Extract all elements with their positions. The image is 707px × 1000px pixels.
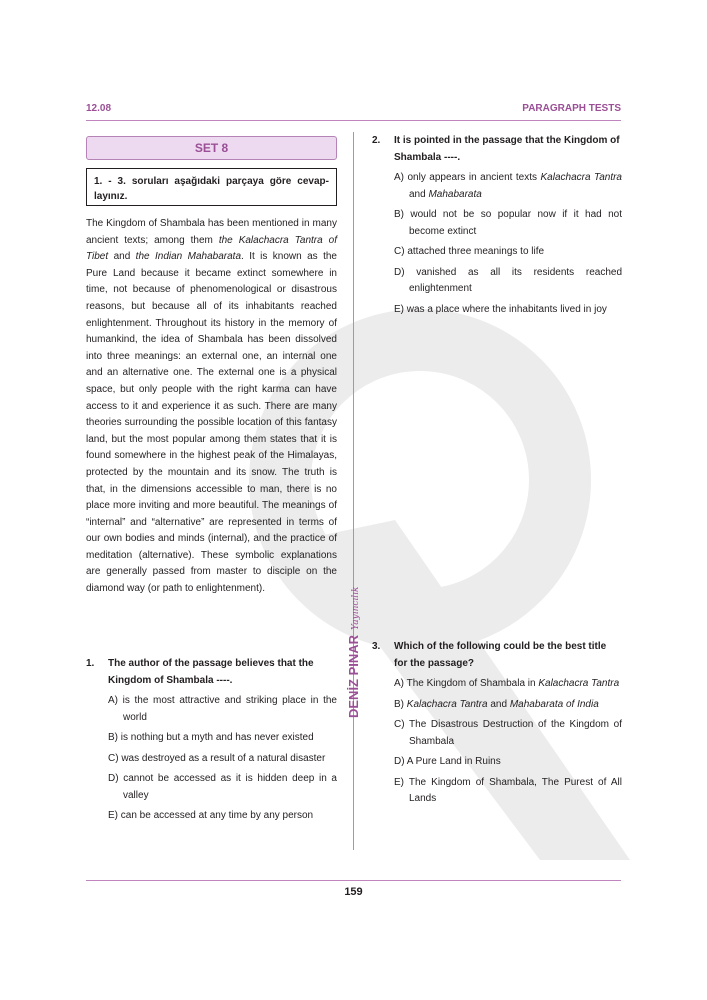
- option-b[interactable]: [394, 207, 622, 240]
- passage-text: and: [108, 251, 136, 263]
- option-text: Kalachacra Tantra: [406, 698, 488, 710]
- question-3: [372, 639, 622, 808]
- instruction-box: 1. - 3. soruları aşağıdaki parçaya göre cevap-layınız.: [86, 168, 337, 206]
- passage-text: the Indian Mahabarata: [135, 251, 242, 263]
- option-e[interactable]: [394, 302, 622, 319]
- reading-passage: [86, 216, 337, 598]
- question-stem: Which of the following could be the best title for the passage?: [394, 641, 607, 669]
- option-text: Kalachacra Tantra: [540, 172, 622, 183]
- option-text: Kalachacra Tantra: [538, 678, 620, 689]
- option-text: and: [409, 188, 429, 200]
- option-a[interactable]: [394, 676, 622, 693]
- question-stem: The author of the passage believes that the Kingdom of Shambala ----.: [108, 658, 314, 686]
- passage-text: the Kalachacra Tantra of Tibet: [86, 234, 337, 263]
- option-text: C) attached three meanings to life: [394, 246, 545, 257]
- brand-sub: Yayıncılık: [351, 586, 361, 630]
- option-text: E) can be accessed at any time by any person: [108, 810, 314, 821]
- header-rule: [86, 120, 621, 121]
- brand-name: DENİZ PINAR: [346, 634, 361, 718]
- option-text: B): [394, 698, 407, 710]
- option-text: and: [487, 698, 510, 710]
- passage-text: The Kingdom of Shambala has been mentioned in many ancient texts; among them: [86, 218, 337, 246]
- option-e[interactable]: [108, 808, 337, 825]
- option-text: A) is the most attractive and striking place in the world: [108, 695, 337, 723]
- column-divider: [353, 132, 354, 850]
- option-text: C) The Disastrous Destruction of the Kingdom of Shambala: [394, 719, 622, 747]
- question-1: [86, 656, 337, 825]
- option-text: D) A Pure Land in Ruins: [394, 756, 501, 767]
- question-number: 2.: [372, 135, 381, 146]
- question-2: [372, 133, 622, 318]
- header-title: PARAGRAPH TESTS: [522, 103, 621, 114]
- option-a[interactable]: [108, 693, 337, 726]
- set-label: SET 8: [86, 136, 337, 160]
- option-b[interactable]: [108, 730, 337, 747]
- option-text: A) only appears in ancient texts: [394, 172, 541, 183]
- option-d[interactable]: [394, 754, 622, 771]
- question-number: 3.: [372, 641, 381, 652]
- publisher-brand: [343, 558, 365, 718]
- footer-rule: [86, 880, 621, 881]
- option-e[interactable]: [394, 775, 622, 808]
- option-text: D) cannot be accessed as it is hidden deep in a valley: [108, 773, 337, 801]
- option-text: E) was a place where the inhabitants lived in joy: [394, 303, 607, 315]
- option-text: E) The Kingdom of Shambala, The Purest of All Lands: [394, 776, 622, 804]
- option-d[interactable]: [394, 265, 622, 298]
- option-d[interactable]: [108, 771, 337, 804]
- option-text: Mahabarata: [428, 188, 482, 200]
- option-c[interactable]: [394, 717, 622, 750]
- passage-text: . It is known as the Pure Land because it became extinct somewhere in time, not because of phenomenological or disastrous reasons, but because all of its inhabitants reached enlightenment. Throughout its history in the memory of humankind, the idea of Shambala has been dissolved into three meanings: an external one, an internal one and an alternative one. The external one is a physical space, but only people with the right karma can have access to it and experience it as such. There are many theories surrounding the possible location of this fantasy land, but the most popular among them states that it is found somewhere in the highest peak of the Himalayas, protected by the mountain and its snow. The truth is that, in the dimensions accessible to man, there is no place more inviting and more beautiful. The meanings of “internal” and “alternative” are represented in terms of our own bodies and minds (internal), and the practice of meditation (alternative). These symbolic explanations are generally passed from master to disciple on the diamond way (or path to enlightenment).: [86, 251, 337, 595]
- option-text: C) was destroyed as a result of a natural disaster: [108, 752, 326, 764]
- option-text: B) would not be so popular now if it had not become extinct: [394, 209, 622, 237]
- option-text: A) The Kingdom of Shambala in: [394, 678, 539, 689]
- option-a[interactable]: [394, 170, 622, 203]
- page-number: 159: [344, 886, 363, 898]
- question-stem: It is pointed in the passage that the Kingdom of Shambala ----.: [394, 135, 620, 163]
- option-c[interactable]: [394, 244, 622, 261]
- option-text: D) vanished as all its residents reached enlightenment: [394, 266, 622, 294]
- option-text: B) is nothing but a myth and has never existed: [108, 732, 314, 743]
- option-c[interactable]: [108, 751, 337, 768]
- header-code: 12.08: [86, 103, 112, 114]
- question-number: 1.: [86, 658, 95, 669]
- option-text: Mahabarata of India: [509, 698, 599, 710]
- option-b[interactable]: [394, 697, 622, 714]
